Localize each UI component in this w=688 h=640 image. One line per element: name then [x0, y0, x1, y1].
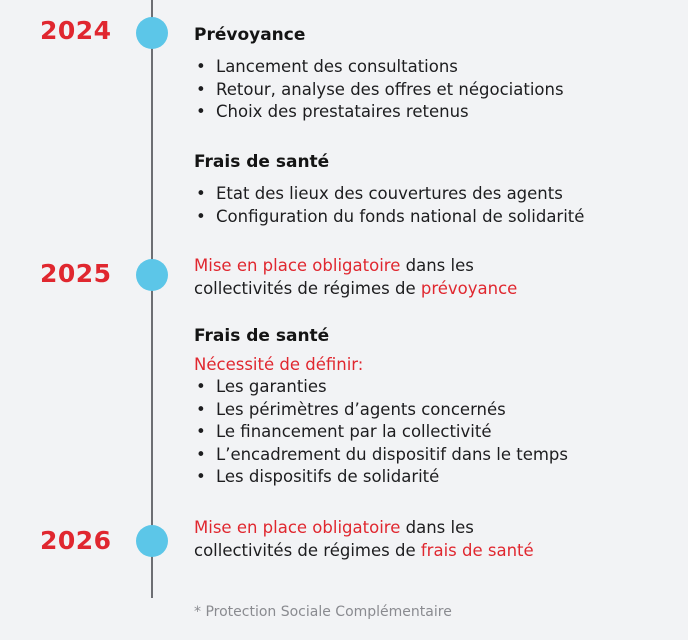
intro-line-1	[194, 517, 674, 540]
bullet-list	[194, 183, 674, 228]
year-2024-label: 2024	[40, 16, 112, 45]
timeline-dot-2024	[136, 17, 168, 49]
footnote: * Protection Sociale Complémentaire	[194, 604, 452, 620]
list-item: • Les périmètres d’agents concernés	[194, 399, 674, 422]
section-2026-intro	[194, 517, 674, 562]
list-item: • L’encadrement du dispositif dans le temps	[194, 444, 674, 467]
timeline-dot-2026	[136, 525, 168, 557]
section-2025-frais-sante	[194, 325, 674, 489]
plain-text: dans les	[400, 518, 474, 537]
highlight-text: Mise en place obligatoire	[194, 256, 401, 275]
section-heading: Prévoyance	[194, 25, 306, 45]
section-subheading: Nécessité de définir:	[194, 355, 364, 374]
section-heading: Frais de santé	[194, 326, 330, 346]
year-2025-label: 2025	[40, 259, 112, 288]
plain-text: dans les	[400, 256, 474, 275]
bullet-list	[194, 56, 674, 124]
intro-line-2	[194, 278, 674, 301]
plain-text: collectivités de régimes de	[194, 278, 421, 298]
section-2024-prevoyance	[194, 24, 674, 124]
list-item: • Configuration du fonds national de solidarité	[194, 206, 674, 229]
bullet-list	[194, 376, 674, 489]
list-item: • Retour, analyse des offres et négociations	[194, 79, 674, 102]
highlight-text: frais de santé	[420, 540, 534, 560]
list-item: • Etat des lieux des couvertures des agents	[194, 183, 674, 206]
intro-line-2	[194, 540, 674, 563]
list-item: • Les dispositifs de solidarité	[194, 466, 674, 489]
plain-text: collectivités de régimes de	[194, 540, 421, 560]
section-heading: Frais de santé	[194, 152, 330, 172]
section-2024-frais-sante	[194, 151, 674, 228]
year-2026-label: 2026	[40, 526, 112, 555]
highlight-text: prévoyance	[420, 278, 518, 298]
list-item: • Les garanties	[194, 376, 674, 399]
timeline-dot-2025	[136, 259, 168, 291]
list-item: • Choix des prestataires retenus	[194, 101, 674, 124]
section-2025-intro	[194, 255, 674, 300]
list-item: • Lancement des consultations	[194, 56, 674, 79]
list-item: • Le financement par la collectivité	[194, 421, 674, 444]
timeline-line	[151, 0, 153, 598]
highlight-text: Mise en place obligatoire	[194, 518, 401, 537]
intro-line-1	[194, 255, 674, 278]
